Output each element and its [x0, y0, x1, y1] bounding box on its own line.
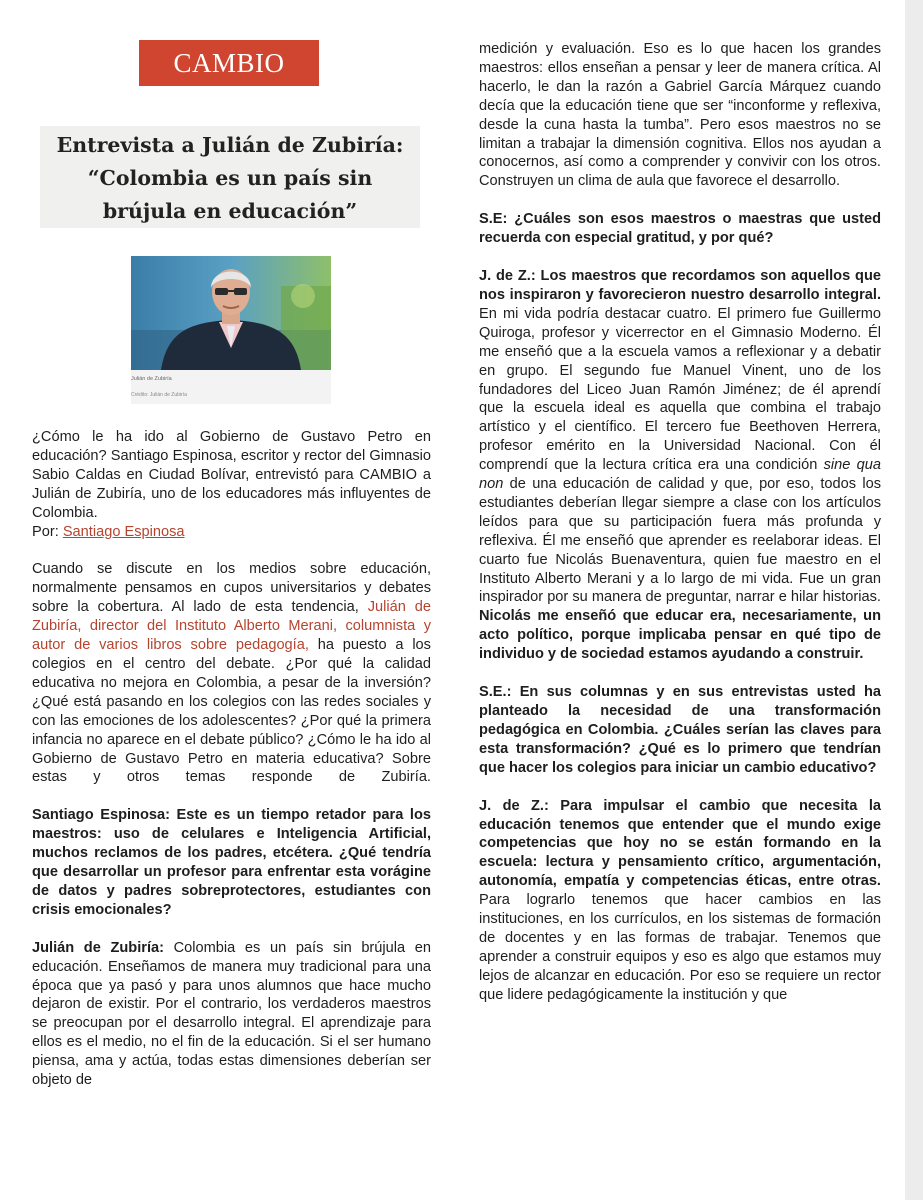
right-column — [479, 40, 881, 1005]
headline — [40, 126, 420, 228]
answer-1 — [32, 939, 431, 1090]
body-paragraph-1 — [32, 560, 431, 787]
answer-2-text-1: En mi vida podría destacar cuatro. El primero fue Guillermo Quiroga, profesor y vicerrector en el Gimnasio Moderno. Él me enseñó que a la escuela vamos a reflexionar y a debatir en grupo. El segundo fue Manuel Vinent, uno de los fundadores del Liceo Juan Ramón Jiménez; de él aprendí que la escuela ideal es aquella que combina el trabajo artístico y el científico. El tercero fue Beethoven Herrera, profesor emérito en la Universidad Nacional. Con él comprendí que la lectura crítica era una condición — [479, 305, 881, 474]
answer-2-text-2: de una educación de calidad y que, por eso, todos los estudiantes deberían llegar siempre a clase con los artículos leídos para que su participación fuera más profunda y reflexiva. Él me enseñó que aprender es reelaborar ideas. El cuarto fue Nicolás Buenaventura, quien fue maestro en el Instituto Alberto Merani y a lo largo de mi vida. Fue un gran inspirador por su manera de preguntar, narrar e hilar historias. — [479, 476, 882, 606]
author-link[interactable]: Santiago Espinosa — [62, 523, 185, 540]
p1-start: Cuando se discute en los medios sobre educación, normalmente pensamos en cupos universitarios y debates sobre la cobertura. Al lado de esta tendencia, — [32, 561, 431, 616]
answer-3-text: Para lograrlo tenemos que hacer cambios en las instituciones, en los currículos, en los sistemas de formación de docentes y en las formas de trabajar. Tenemos que aprender a construir equipos y eso es algo que estamos muy lejos de alcanzar en educación. Por eso se requiere un rector que lidere pedagógicamente la institución y que — [479, 892, 881, 1003]
p1-end: ha puesto a los colegios en el centro del debate. ¿Por qué la calidad educativa no mejora en Colombia, a pesar de la inversión? ¿Qué está pasando en los colegios con las redes sociales y con las emociones de los adolescentes? ¿Por qué la primera infancia no aparece en el debate público? ¿Cómo le ha ido al Gobierno de Gustavo Petro en materia educativa? Sobre estas y otros temas responde de Zubiría. — [32, 637, 431, 786]
intro-paragraph: ¿Cómo le ha ido al Gobierno de Gustavo Petro en educación? Santiago Espinosa, escritor y rector del Gimnasio Sabio Caldas en Ciudad Bolívar, entrevistó para CAMBIO a Julián de Zubiría, uno de los educadores más influyentes de Colombia. — [32, 429, 431, 521]
question-1: Santiago Espinosa: Este es un tiempo retador para los maestros: uso de celulares e Inteligencia Artificial, muchos reclamos de los padres, etcétera. ¿Qué tendría que desarrollar un profesor para enfrentar esta vorágine de datos y padres sobreprotectores, estudiantes con crisis emocionales? — [32, 807, 431, 918]
answer-3-lead: J. de Z.: Para impulsar el cambio que necesita la educación tenemos que entender que el mundo exige competencias que hoy no se están formando en la escuela: lectura y pensamiento crítico, argumentación, autonomía, empatía y competencias éticas, entre otras. — [479, 797, 881, 890]
answer-1-continued: medición y evaluación. Eso es lo que hacen los grandes maestros: ellos enseñan a pensar y leer de manera crítica. Al hacerlo, le dan la razón a Gabriel García Márquez cuando decía que la educación tiene que ser “inconforme y reflexiva, desde la cuna hasta la tumba”. Pero esos maestros no se limitan a trabajar la dimensión cognitiva. Ellos nos ayudan a conocernos, así como a comprender y convivir con los otros. Construyen un clima de aula que favorece el desarrollo. — [479, 41, 881, 190]
page-edge — [905, 0, 923, 1200]
answer-2-bold-end: Nicolás me enseñó que educar era, necesariamente, un acto político, porque implicaba pensar en qué tipo de individuo y de sociedad estamos ayudando a construir. — [479, 608, 881, 663]
answer-2-italic: sine qua non — [479, 457, 881, 493]
portrait-image — [131, 256, 331, 370]
photo-caption: Julián de Zubiría — [131, 376, 172, 382]
answer-1-speaker: Julián de Zubiría: — [32, 939, 164, 956]
question-2: S.E: ¿Cuáles son esos maestros o maestras que usted recuerda con especial gratitud, y por qué? — [479, 211, 881, 247]
p1-highlight: Julián de Zubiría, director del Instituto Alberto Merani, columnista y autor de varios libros sobre pedagogía, — [32, 599, 431, 654]
cambio-logo: CAMBIO — [139, 40, 319, 86]
headline-line-1: Entrevista a Julián de Zubiría: — [56, 133, 404, 157]
byline-label: Por: — [32, 523, 59, 540]
photo-credit: Crédito: Julián de Zubiría — [131, 392, 187, 398]
headline-line-3: brújula en educación” — [102, 199, 358, 223]
portrait-photo — [131, 256, 331, 404]
question-3: S.E.: En sus columnas y en sus entrevistas usted ha planteado la necesidad de una transformación pedagógica en Colombia. ¿Cuáles serían las claves para esta transformación? ¿Qué es lo primero que tendrían que hacer los colegios para iniciar un cambio educativo? — [479, 684, 881, 776]
answer-1-text: Colombia es un país sin brújula en educación. Enseñamos de manera muy tradicional para una época que ya pasó y para unos alumnos que hace mucho dejaron de existir. Por el contrario, los verdaderos maestros se preocupan por el desarrollo integral. El aprendizaje para ellos es el medio, no el fin de la educación. Si el ser humano piensa, ama y actúa, todas estas dimensiones deberían ser objeto de — [32, 939, 431, 1089]
answer-2-lead: J. de Z.: Los maestros que recordamos son aquellos que nos inspiraron y favorecieron nuestro desarrollo integral. — [479, 268, 881, 303]
answer-3 — [479, 797, 881, 1005]
left-column — [32, 428, 431, 1090]
headline-line-2: “Colombia es un país sin — [87, 166, 373, 190]
byline — [32, 523, 431, 542]
answer-2 — [479, 267, 881, 664]
